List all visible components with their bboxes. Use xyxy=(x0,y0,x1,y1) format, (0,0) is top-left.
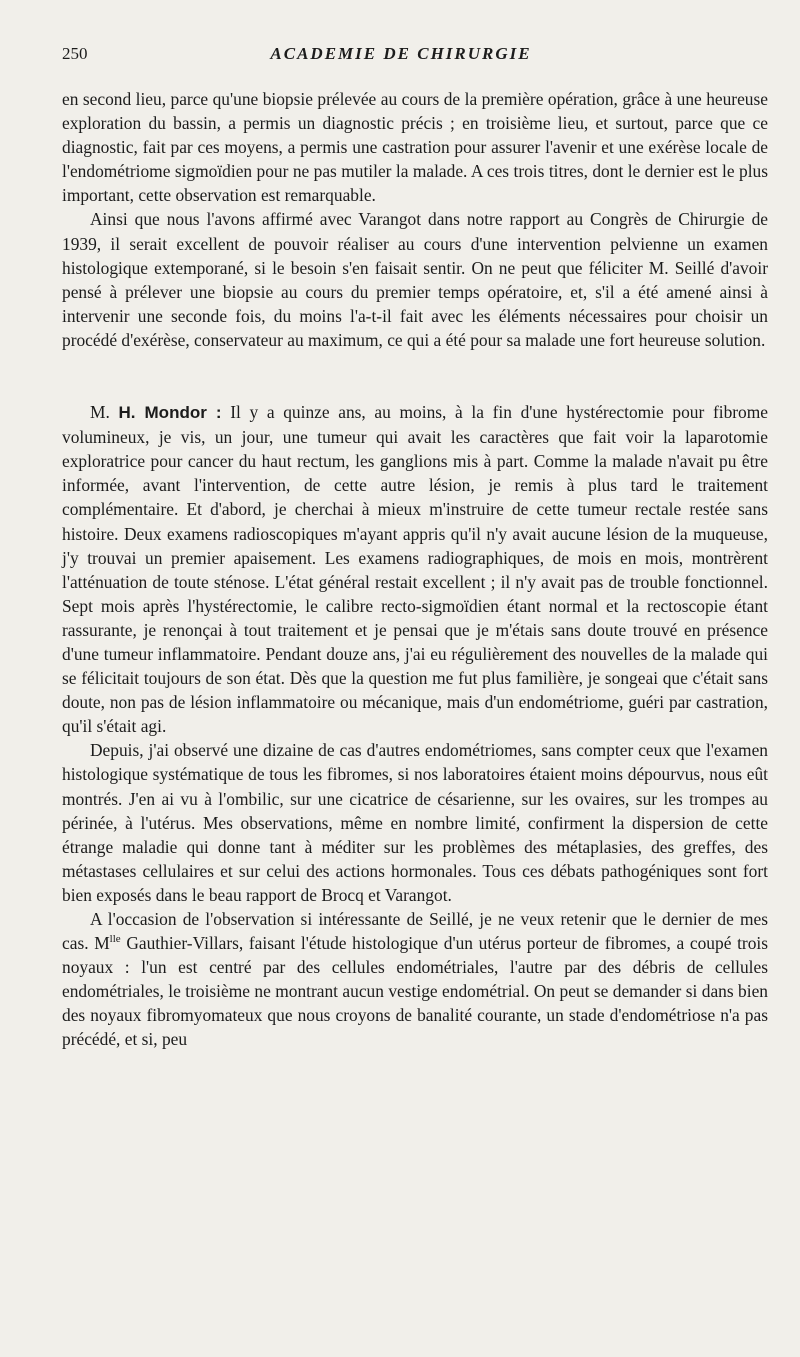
superscript-lle: lle xyxy=(109,933,121,946)
body-text xyxy=(62,87,768,1052)
paragraph-seille-end: Gauthier-Villars, faisant l'étude histologique d'un utérus porteur de fibromes, a coupé trois noyaux : l'un est centré par des cellules endométriales, l'autre par des débris de cellules endométriales, le troisième ne montrant aucun vestige endométrial. On peut se demander si dans bien des noyaux fibromyomateux que nous croyons de banalité courante, un stade d'endométriose n'a pas précédé, et si, peu xyxy=(62,933,768,1050)
paragraph-mondor-text: Il y a quinze ans, au moins, à la fin d'une hystérectomie pour fibrome volumineux, je vis, un jour, une tumeur qui avait les caractères que fait voir la laparotomie exploratrice pour cancer du haut rectum, les ganglions mis à part. Comme la malade n'avait pu être informée, avant l'intervention, de cette autre lésion, je remis à plus tard le traitement complémentaire. Et d'abord, je cherchai à mieux m'instruire de cette tumeur rectale restée sans histoire. Deux examens radioscopiques m'ayant appris qu'il n'y avait aucune lésion de la muqueuse, j'y trouvai un premier apaisement. Les examens radiographiques, de mois en mois, montrèrent l'atténuation de toute sténose. L'état général restait excellent ; il n'y avait pas de trouble fonctionnel. Sept mois après l'hystérectomie, le calibre recto-sigmoïdien étant normal et la rectoscopie étant rassurante, je renonçai à tout traitement et je pensai que je m'étais sans doute trouvé en présence d'une tumeur inflammatoire. Pendant douze ans, j'ai eu régulièrement des nouvelles de la malade qui se félicitait toujours de son état. Dès que la question me fut plus familière, je songeai que c'était sans doute, non pas de lésion inflammatoire ou mécanique, mais d'un endométriome, guéri par castration, qu'il s'était agi. xyxy=(62,402,768,737)
paragraph-continuation: en second lieu, parce qu'une biopsie prélevée au cours de la première opération, grâce à une heureuse exploration du bassin, a permis un diagnostic précis ; en troisième lieu, et surtout, parce que ce diagnostic, fait par ces moyens, a permis une castration pour assurer l'avenir et une exérèse locale de l'endométriome sigmoïdien pour ne pas mutiler la malade. A ces trois titres, dont le dernier est le plus important, cette observation est remarquable. xyxy=(62,89,768,206)
paragraph-varangot: Ainsi que nous l'avons affirmé avec Varangot dans notre rapport au Congrès de Chirurgie de 1939, il serait excellent de pouvoir réaliser au cours d'une intervention pelvienne un examen histologique extemporané, si le besoin s'en faisait sentir. On ne peut que féliciter M. Seillé d'avoir pensé à prélever une biopsie au cours du premier temps opératoire, et, s'il a été amené ainsi à intervenir une seconde fois, du moins l'a-t-il fait avec les éléments nécessaires pour choisir un procédé d'exérèse, conservateur au maximum, ce qui a été pour sa malade une fort heureuse solution. xyxy=(62,209,768,350)
paragraph-endometriomes: Depuis, j'ai observé une dizaine de cas d'autres endométriomes, sans compter ceux que l'examen histologique systématique de tous les fibromes, si nos laboratoires étaient moins dépourvus, nous eût montrés. J'en ai vu à l'ombilic, sur une cicatrice de césarienne, sur les ovaires, sur les trompes au périnée, à l'utérus. Mes observations, même en nombre limité, confirment la dispersion de cette étrange maladie qui donne tant à méditer sur les problèmes des métaplasies, des greffes, des métastases cellulaires et sur celui des actions hormonales. Tous ces débats pathogéniques sont fort bien exposés dans le beau rapport de Brocq et Varangot. xyxy=(62,740,768,905)
paragraph-seille xyxy=(62,907,768,1052)
section-gap xyxy=(62,352,768,400)
speaker-prefix: M. xyxy=(90,402,119,423)
running-title: ACADEMIE DE CHIRURGIE xyxy=(270,44,532,63)
paragraph-mondor xyxy=(62,400,768,738)
page-header xyxy=(62,44,770,68)
page-number: 250 xyxy=(62,44,88,63)
paragraph-seille-start: A l'occasion de l'observation si intéressante de Seillé, je ne veux retenir que le dernier de mes cas. M xyxy=(62,909,768,954)
speaker-name: H. Mondor : xyxy=(118,403,222,423)
